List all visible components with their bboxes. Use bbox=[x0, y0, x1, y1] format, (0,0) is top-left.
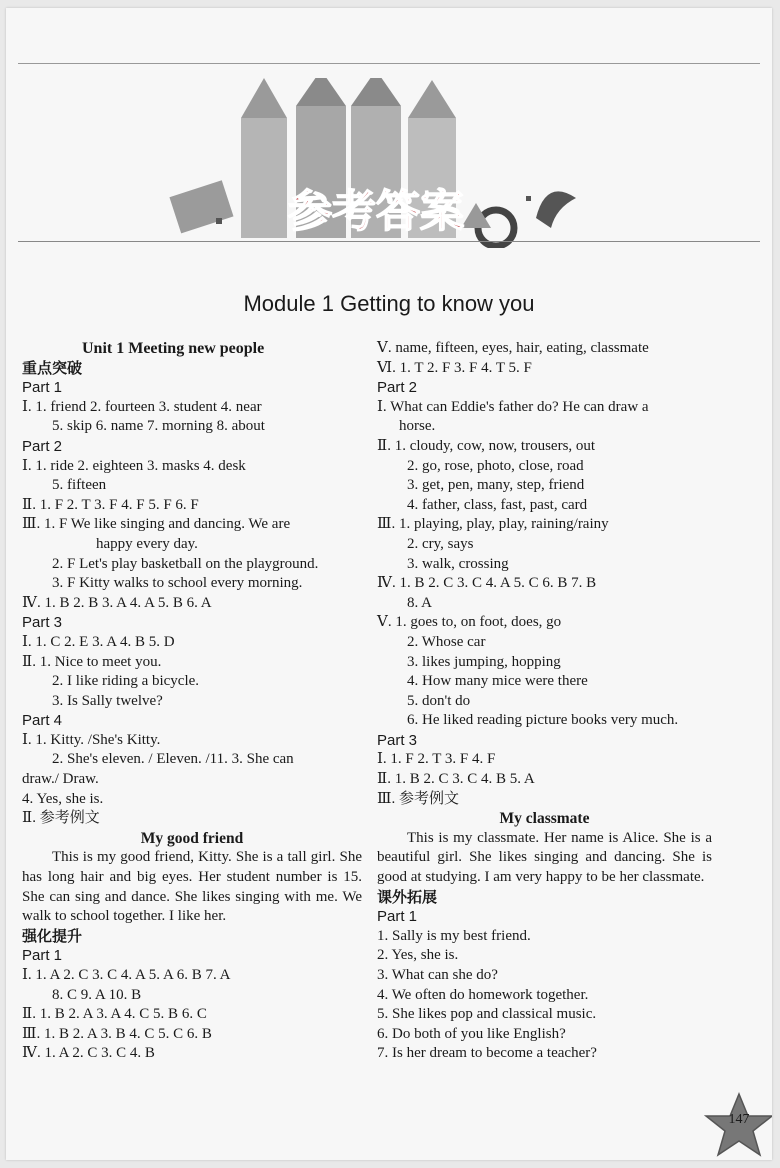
answer-line: 6. Do both of you like English? bbox=[377, 1025, 566, 1042]
header-rule bbox=[18, 63, 760, 64]
answer-line: Ⅲ. 参考例文 bbox=[377, 790, 459, 807]
answer-line: 3. Is Sally twelve? bbox=[52, 692, 163, 709]
part-heading: Part 1 bbox=[22, 947, 63, 965]
answer-line: 5. She likes pop and classical music. bbox=[377, 1006, 597, 1023]
answer-line: 4. We often do homework together. bbox=[377, 986, 589, 1003]
answer-line: Ⅴ. name, fifteen, eyes, hair, eating, classmate bbox=[377, 340, 649, 356]
answer-line: 2. Whose car bbox=[407, 633, 486, 650]
part-heading: Part 2 bbox=[377, 379, 418, 397]
answer-line: 2. F Let's play basketball on the playground. bbox=[52, 555, 319, 572]
answer-line: Ⅱ. 1. Nice to meet you. bbox=[22, 653, 162, 670]
answer-line: Ⅰ. 1. C 2. E 3. A 4. B 5. D bbox=[22, 633, 175, 650]
right-column bbox=[377, 339, 712, 1064]
answer-line: Ⅰ. 1. ride 2. eighteen 3. masks 4. desk bbox=[22, 457, 246, 474]
answer-line: This is my good friend, Kitty. She is a tall girl. She has long hair and big eyes. Her student number is 15. She can sing and dance. She likes singing with me. We walk to school together. I like her. bbox=[22, 849, 362, 925]
answer-line: Ⅱ. 1. B 2. C 3. C 4. B 5. A bbox=[377, 771, 535, 788]
answer-line: horse. bbox=[399, 418, 436, 435]
section-heading: 课外拓展 bbox=[377, 888, 438, 906]
answer-line: Ⅲ. 1. F We like singing and dancing. We are bbox=[22, 516, 291, 533]
answer-line: happy every day. bbox=[96, 535, 198, 552]
answer-line: 2. Yes, she is. bbox=[377, 947, 459, 964]
answer-line: 3. likes jumping, hopping bbox=[407, 653, 561, 670]
part-heading: Part 3 bbox=[377, 731, 418, 749]
answer-line: 5. don't do bbox=[407, 692, 471, 709]
answer-line: Ⅳ. 1. B 2. C 3. C 4. A 5. C 6. B 7. B bbox=[377, 575, 597, 592]
answer-line: Ⅳ. 1. A 2. C 3. C 4. B bbox=[22, 1045, 155, 1062]
pencil-icon bbox=[241, 78, 287, 238]
part-heading: Part 1 bbox=[377, 908, 418, 926]
answer-line: Ⅱ. 1. cloudy, cow, now, trousers, out bbox=[377, 437, 596, 454]
answer-line: 7. Is her dream to become a teacher? bbox=[377, 1045, 597, 1062]
part-heading: Part 3 bbox=[22, 614, 63, 632]
answer-line: 2. I like riding a bicycle. bbox=[52, 673, 200, 690]
left-column bbox=[22, 339, 362, 1064]
answer-line: 5. fifteen bbox=[52, 477, 107, 494]
page-number: 147 bbox=[728, 1112, 750, 1127]
book-icon bbox=[169, 180, 233, 233]
answer-line: Ⅰ. 1. Kitty. /She's Kitty. bbox=[22, 731, 161, 748]
answer-line: 2. She's eleven. / Eleven. /11. 3. She can bbox=[52, 751, 294, 768]
answer-line: draw./ Draw. bbox=[22, 771, 99, 788]
answer-line: Ⅱ. 1. B 2. A 3. A 4. C 5. B 6. C bbox=[22, 1006, 207, 1023]
answer-line: 6. He liked reading picture books very much. bbox=[407, 712, 679, 729]
answer-line: Ⅰ. 1. F 2. T 3. F 4. F bbox=[377, 751, 496, 768]
essay-title: My good friend bbox=[140, 829, 244, 847]
answer-line: Ⅴ. 1. goes to, on foot, does, go bbox=[377, 614, 562, 631]
answer-line: This is my classmate. Her name is Alice. She is a beautiful girl. She likes singing and dancing. She is good at studying. I am very happy to be her classmate. bbox=[377, 829, 712, 886]
answer-page bbox=[6, 8, 772, 1160]
answer-line: Ⅵ. 1. T 2. F 3. F 4. T 5. F bbox=[377, 359, 532, 376]
answer-line: 5. skip 6. name 7. morning 8. about bbox=[52, 418, 265, 435]
answer-line: Ⅰ. What can Eddie's father do? He can draw a bbox=[377, 398, 649, 415]
answer-line: 3. What can she do? bbox=[377, 967, 498, 983]
answer-line: 3. get, pen, many, step, friend bbox=[407, 477, 585, 494]
answer-line: Ⅲ. 1. B 2. A 3. B 4. C 5. C 6. B bbox=[22, 1025, 212, 1042]
answer-line: 8. C 9. A 10. B bbox=[52, 986, 142, 1003]
answer-line: 2. go, rose, photo, close, road bbox=[407, 457, 584, 474]
answer-line: Ⅳ. 1. B 2. B 3. A 4. A 5. B 6. A bbox=[22, 594, 212, 611]
answer-line: 4. Yes, she is. bbox=[22, 790, 104, 807]
answer-line: 3. F Kitty walks to school every morning. bbox=[52, 575, 303, 592]
answer-line: Ⅱ. 1. F 2. T 3. F 4. F 5. F 6. F bbox=[22, 496, 199, 513]
answer-line: 4. How many mice were there bbox=[407, 673, 588, 690]
answer-line: Ⅰ. 1. A 2. C 3. C 4. A 5. A 6. B 7. A bbox=[22, 967, 231, 983]
banner-illustration bbox=[146, 78, 606, 248]
answer-line: Ⅱ. 参考例文 bbox=[22, 810, 100, 827]
section-heading: 重点突破 bbox=[22, 359, 83, 377]
answer-line: 8. A bbox=[407, 594, 433, 611]
answer-line: 4. father, class, fast, past, card bbox=[407, 496, 588, 513]
section-heading: 强化提升 bbox=[22, 927, 83, 945]
essay-title: My classmate bbox=[499, 810, 590, 828]
part-heading: Part 4 bbox=[22, 712, 63, 730]
answer-line: Ⅰ. 1. friend 2. fourteen 3. student 4. near bbox=[22, 398, 262, 415]
module-title: Module 1 Getting to know you bbox=[243, 291, 535, 316]
brush-icon bbox=[536, 191, 576, 228]
banner-rule bbox=[18, 241, 760, 242]
answer-line: 1. Sally is my best friend. bbox=[377, 927, 531, 944]
part-heading: Part 1 bbox=[22, 379, 63, 397]
answer-line: Ⅲ. 1. playing, play, play, raining/rainy bbox=[377, 516, 609, 533]
answer-line: 2. cry, says bbox=[407, 535, 474, 552]
part-heading: Part 2 bbox=[22, 437, 63, 455]
answer-line: 3. walk, crossing bbox=[407, 555, 509, 572]
banner-title: 参考答案 bbox=[288, 186, 464, 237]
unit-title: Unit 1 Meeting new people bbox=[82, 340, 265, 357]
